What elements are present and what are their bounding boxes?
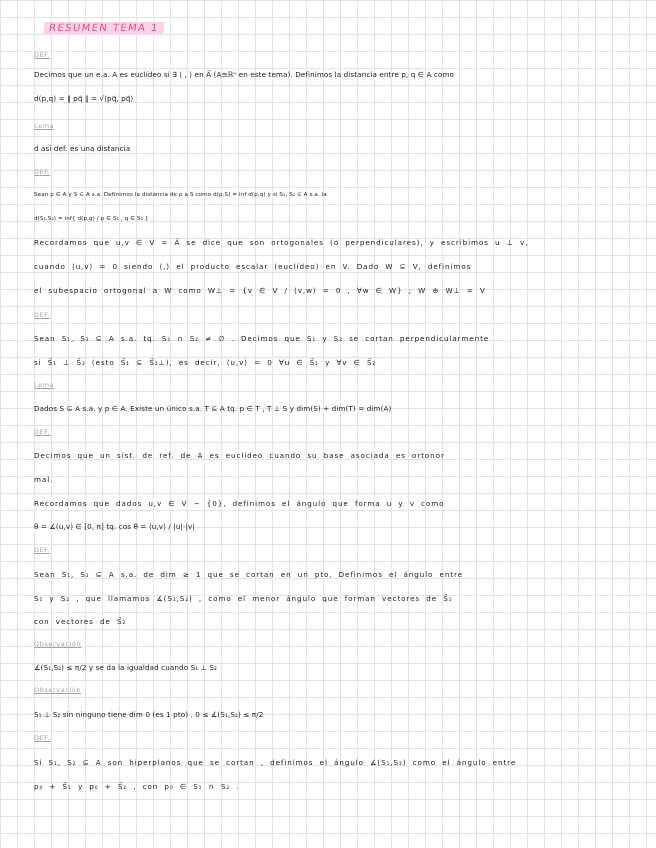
section-label: DEF. <box>34 168 51 176</box>
text-line: p₀ + S⃗₁ y p₀ + S⃗₂ , con p₀ ∈ S₁ ∩ S₂ . <box>34 782 240 791</box>
text-line: Recordamos que u,v ∈ V = A⃗ se dice que son ortogonales (o perpendiculares), y escribimos u ⊥ v, <box>34 238 529 247</box>
text-line: Si S₁, S₂ ⊆ A son hiperplanos que se cortan , definimos el ángulo ∡(S₁,S₂) como el ángulo entre <box>34 758 517 767</box>
text-line: d(p,q) = ‖ pq⃗ ‖ = √⟨pq⃗, pq⃗⟩ <box>34 94 134 103</box>
text-line: θ = ∡(u,v) ∈ [0, π] tq. cos θ = ⟨u,v⟩ / |u|·|v| <box>34 522 195 531</box>
text-line: d así def. es una distancia <box>34 144 131 153</box>
text-line: S₁ y S₂ , que llamamos ∡(S₁,S₂) , como el menor ángulo que forman vectores de S⃗₁ <box>34 594 453 603</box>
section-label: DEF. <box>34 311 51 319</box>
text-line: Sean S₁, S₂ ⊆ A s.a. de dim ≥ 1 que se cortan en un pto. Definimos el ángulo entre <box>34 570 464 579</box>
section-label: DEF. <box>34 428 51 436</box>
text-line: mal. <box>34 475 54 484</box>
section-label: Lema <box>34 381 55 389</box>
text-line: cuando ⟨u,v⟩ = 0 siendo ⟨,⟩ el producto escalar (euclídeo) en V. Dado W ⊆ V, definimos <box>34 262 472 271</box>
text-line: Sean S₁, S₂ ⊆ A s.a. tq. S₁ ∩ S₂ ≠ ∅ . Decimos que S₁ y S₂ se cortan perpendicularmente <box>34 334 490 343</box>
section-label: DEF. <box>34 546 51 554</box>
page-title: RESUMEN TEMA 1 <box>43 22 164 35</box>
text-line: S₁ ⊥ S₂ sin ninguno tiene dim 0 (es 1 pto) . 0 ≤ ∡(S₁,S₂) ≤ π/2 <box>34 710 264 719</box>
text-line: con vectores de S⃗₂ <box>34 617 127 626</box>
text-line: d(S₁,S₂) = inf{ d(p,q) / p ∈ S₁ , q ∈ S₂ } <box>34 216 149 222</box>
section-label: Observación <box>34 640 82 648</box>
section-label: Observación <box>34 686 82 694</box>
section-label: DEF. <box>34 51 51 59</box>
section-label: Lema <box>34 122 55 130</box>
text-line: ∡(S₁,S₂) ≤ π/2 y se da la igualdad cuando S₁ ⊥ S₂ <box>34 663 218 672</box>
text-line: Recordamos que dados u,v ∈ V − {0}, definimos el ángulo que forma u y v como <box>34 499 445 508</box>
text-line: Dados S ⊆ A s.a. y p ∈ A. Existe un único s.a. T ⊆ A tq. p ∈ T , T ⊥ S y dim(S) + dim(T) = dim(A) <box>34 404 392 413</box>
text-line: el subespacio ortogonal a W como W⊥ = {v ∈ V / ⟨v,w⟩ = 0 , ∀w ∈ W} ; W ⊕ W⊥ = V <box>34 286 486 295</box>
text-line: Decimos que un sist. de ref. de A es euclídeo cuando su base asociada es ortonor <box>34 451 445 460</box>
text-line: Sean p ∈ A y S ⊆ A s.a. Definimos la distancia de p a S como d(p,S) = inf d(p,q) y si S₁, S₂ ⊆ A s.a. la <box>34 192 327 198</box>
text-line: si S⃗₁ ⊥ S⃗₂ (esto S⃗₁ ⊆ S⃗₂⊥), es decir, ⟨u,v⟩ = 0 ∀u ∈ S⃗₁ y ∀v ∈ S⃗₂ <box>34 358 377 367</box>
text-line: Decimos que un e.a. A es euclídeo si ∃ ⟨ , ⟩ en A⃗ (A≅ℝⁿ en este tema). Definimos la distancia entre p, q ∈ A como <box>34 70 455 79</box>
section-label: DEF. <box>34 734 51 742</box>
